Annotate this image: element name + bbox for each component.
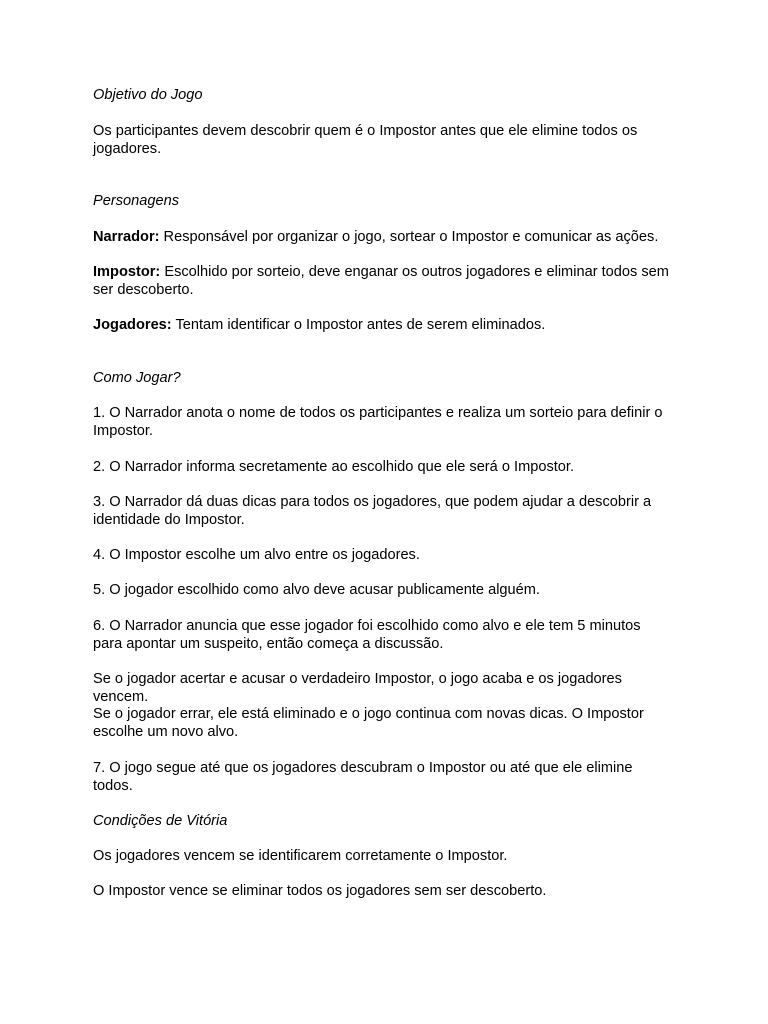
victory-condition-paragraph: O Impostor vence se eliminar todos os jogadores sem ser descoberto. [93, 883, 547, 899]
character-impostor [93, 263, 673, 299]
character-jogadores [93, 316, 673, 334]
description-impostor: Escolhido por sorteio, deve enganar os outros jogadores e eliminar todos sem ser descoberto. [93, 264, 669, 298]
description-narrador: Responsável por organizar o jogo, sortear o Impostor e comunicar as ações. [159, 229, 659, 245]
section-heading-personagens: Personagens [93, 193, 180, 209]
step-paragraph: 6. O Narrador anuncia que esse jogador foi escolhido como alvo e ele tem 5 minutos para apontar um suspeito, então começa a discussão. [93, 618, 641, 652]
description-jogadores: Tentam identificar o Impostor antes de serem eliminados. [171, 317, 546, 333]
term-jogadores: Jogadores: [93, 317, 172, 333]
step-paragraph: 3. O Narrador dá duas dicas para todos os jogadores, que podem ajudar a descobrir a identidade do Impostor. [93, 494, 652, 528]
section-heading-objetivo: Objetivo do Jogo [93, 87, 203, 103]
section-heading-vitoria: Condições de Vitória [93, 813, 228, 829]
step-paragraph: 2. O Narrador informa secretamente ao escolhido que ele será o Impostor. [93, 459, 575, 475]
step-paragraph: 1. O Narrador anota o nome de todos os participantes e realiza um sorteio para definir o Impostor. [93, 405, 663, 439]
step-paragraph: Se o jogador errar, ele está eliminado e o jogo continua com novas dicas. O Impostor escolhe um novo alvo. [93, 706, 644, 740]
victory-condition-paragraph: Os jogadores vencem se identificarem corretamente o Impostor. [93, 848, 508, 864]
term-narrador: Narrador: [93, 229, 160, 245]
character-narrador [93, 228, 673, 246]
step-paragraph: 7. O jogo segue até que os jogadores descubram o Impostor ou até que ele elimine todos. [93, 760, 633, 794]
step-paragraph: 5. O jogador escolhido como alvo deve acusar publicamente alguém. [93, 582, 540, 598]
paragraph-objetivo: Os participantes devem descobrir quem é o Impostor antes que ele elimine todos os jogadores. [93, 123, 638, 157]
term-impostor: Impostor: [93, 264, 161, 280]
section-heading-como-jogar: Como Jogar? [93, 370, 181, 386]
step-paragraph: Se o jogador acertar e acusar o verdadeiro Impostor, o jogo acaba e os jogadores vencem. [93, 671, 622, 705]
step-paragraph: 4. O Impostor escolhe um alvo entre os jogadores. [93, 547, 420, 563]
